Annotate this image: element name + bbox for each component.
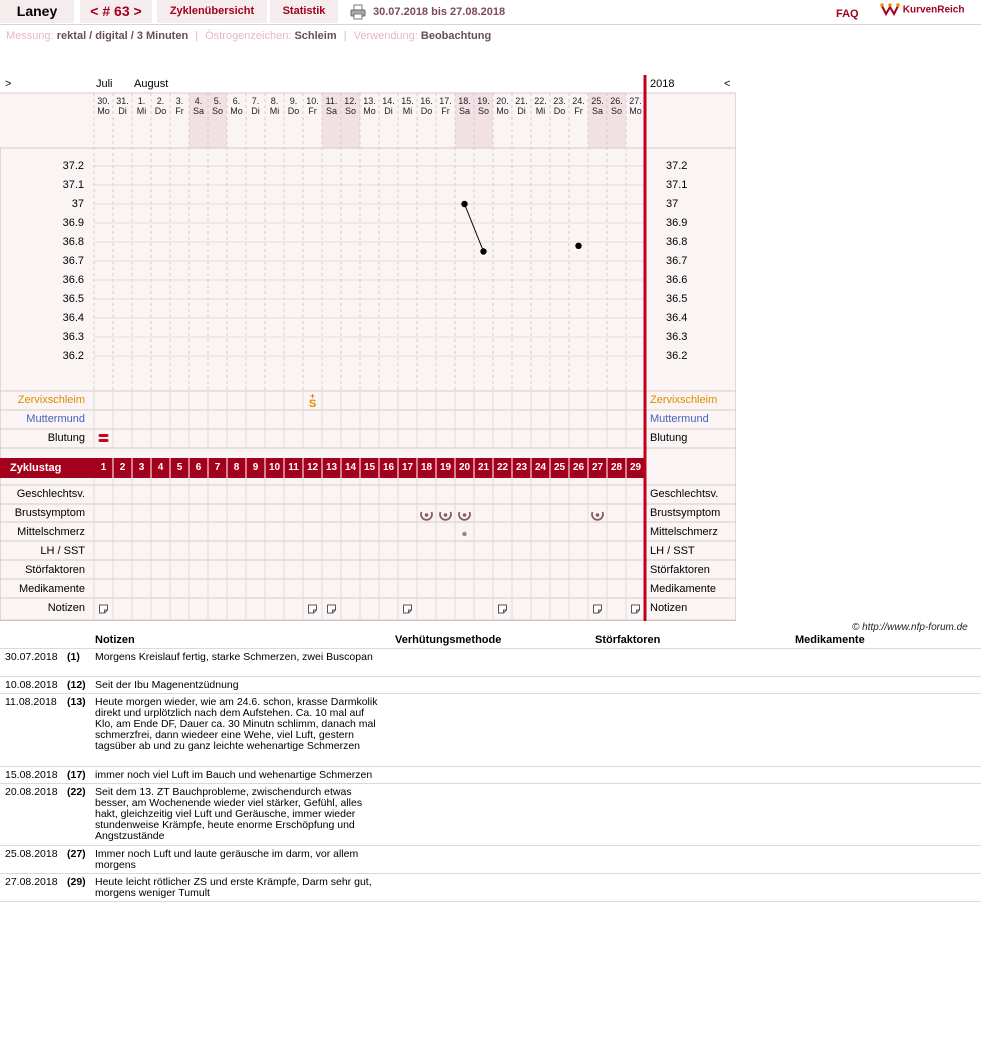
weekday: Fr bbox=[308, 106, 317, 116]
day-number: 15. bbox=[401, 96, 414, 106]
temp-label-right: 36.2 bbox=[666, 350, 688, 362]
row-label-right: Notizen bbox=[650, 602, 688, 614]
note-date: 20.08.2018 bbox=[5, 786, 58, 798]
note-date: 10.08.2018 bbox=[5, 679, 58, 691]
day-number: 18. bbox=[458, 96, 471, 106]
usage-label: Verwendung: bbox=[353, 30, 418, 42]
cycle-day-number: 23 bbox=[515, 462, 528, 473]
mittelschmerz-mark bbox=[462, 532, 466, 536]
breast-symptom-dot bbox=[425, 513, 429, 517]
notes-header: Notizen bbox=[95, 634, 135, 646]
breast-symptom-dot bbox=[463, 513, 467, 517]
weekday: Sa bbox=[458, 106, 470, 116]
zyklustag-label: Zyklustag bbox=[10, 462, 62, 474]
row-label-right: Mittelschmerz bbox=[650, 526, 718, 538]
note-row bbox=[0, 783, 981, 846]
weekday: Sa bbox=[325, 106, 337, 116]
chart-canvas bbox=[0, 75, 736, 621]
cycle-day-number: 11 bbox=[288, 462, 299, 473]
row-label-left: Mittelschmerz bbox=[17, 526, 85, 538]
note-row bbox=[0, 845, 981, 874]
month-label: August bbox=[134, 78, 169, 90]
note-cycle-day: (22) bbox=[67, 786, 86, 798]
cycle-day-number: 6 bbox=[195, 462, 202, 473]
temp-label-left: 36.9 bbox=[62, 217, 84, 229]
note-icon bbox=[594, 605, 602, 613]
temp-label-right: 36.4 bbox=[666, 312, 688, 324]
weekday: Mi bbox=[136, 106, 147, 116]
note-date: 25.08.2018 bbox=[5, 848, 58, 860]
day-number: 26. bbox=[610, 96, 623, 106]
note-text: Morgens Kreislauf fertig, starke Schmerzen, zwei Buscopan bbox=[95, 651, 373, 663]
day-number: 4. bbox=[194, 96, 203, 106]
note-text: Immer noch Luft und laute geräusche im darm, vor allem morgens bbox=[95, 848, 359, 871]
weekday: Do bbox=[420, 106, 433, 116]
row-label-right: Zervixschleim bbox=[650, 394, 718, 406]
note-icon bbox=[499, 605, 507, 613]
weekday: So bbox=[344, 106, 356, 116]
header-left bbox=[0, 93, 94, 148]
logo-text: KurvenReich bbox=[902, 4, 965, 16]
note-date: 30.07.2018 bbox=[5, 651, 58, 663]
day-number: 19. bbox=[477, 96, 490, 106]
breast-symptom-dot bbox=[596, 513, 600, 517]
row-label-left: Notizen bbox=[47, 602, 85, 614]
temp-label-right: 37.2 bbox=[666, 160, 688, 172]
note-icon bbox=[100, 605, 108, 613]
temp-label-left: 36.2 bbox=[62, 350, 84, 362]
day-number: 24. bbox=[572, 96, 585, 106]
weekday: Di bbox=[384, 106, 393, 116]
weekday: Mo bbox=[496, 106, 509, 116]
temp-label-left: 37.1 bbox=[62, 179, 84, 191]
note-row bbox=[0, 766, 981, 784]
cycle-day-number: 20 bbox=[458, 462, 471, 473]
temp-label-left: 36.6 bbox=[62, 274, 84, 286]
weekday: Sa bbox=[192, 106, 204, 116]
day-number: 25. bbox=[591, 96, 604, 106]
day-number: 6. bbox=[232, 96, 241, 106]
temp-label-left: 36.8 bbox=[62, 236, 84, 248]
medication-header: Medikamente bbox=[795, 634, 865, 646]
day-number: 1. bbox=[137, 96, 146, 106]
note-row bbox=[0, 693, 981, 767]
day-number: 3. bbox=[175, 96, 184, 106]
cycle-day-number: 18 bbox=[420, 462, 433, 473]
weekday: Mi bbox=[402, 106, 413, 116]
note-cycle-day: (1) bbox=[67, 651, 80, 663]
copyright: © http://www.nfp-forum.de bbox=[852, 622, 968, 633]
weekday: Di bbox=[118, 106, 127, 116]
weekday: Do bbox=[553, 106, 566, 116]
temp-label-left: 36.3 bbox=[62, 331, 84, 343]
day-number: 5. bbox=[213, 96, 222, 106]
cycle-day-number: 19 bbox=[439, 462, 452, 473]
cycle-day-number: 27 bbox=[591, 462, 604, 473]
temp-label-left: 36.5 bbox=[62, 293, 84, 305]
cycle-day-number: 4 bbox=[157, 462, 164, 473]
note-date: 27.08.2018 bbox=[5, 876, 58, 888]
row-label-right: Störfaktoren bbox=[650, 564, 710, 576]
weekday: Di bbox=[517, 106, 526, 116]
cycle-day-number: 21 bbox=[477, 462, 490, 473]
day-number: 12. bbox=[344, 96, 357, 106]
note-text: Heute leicht rötlicher ZS und erste Krämpfe, Darm sehr gut, morgens weniger Tumult bbox=[95, 876, 372, 899]
temp-label-right: 36.9 bbox=[666, 217, 688, 229]
weekday: Fr bbox=[175, 106, 184, 116]
temp-label-left: 37.2 bbox=[62, 160, 84, 172]
temp-label-right: 36.7 bbox=[666, 255, 688, 267]
temp-label-left: 37 bbox=[71, 198, 84, 210]
date-range: 30.07.2018 bis 27.08.2018 bbox=[373, 6, 506, 18]
note-cycle-day: (29) bbox=[67, 876, 86, 888]
cycle-day-number: 22 bbox=[496, 462, 509, 473]
cervical-mucus-mark: S bbox=[308, 398, 317, 410]
row-label-left: Brustsymptom bbox=[14, 507, 85, 519]
table-end bbox=[0, 901, 981, 902]
faq-link[interactable]: FAQ bbox=[836, 8, 859, 20]
day-number: 23. bbox=[553, 96, 566, 106]
estrogen-value: Schleim bbox=[294, 30, 337, 42]
temp-label-left: 36.7 bbox=[62, 255, 84, 267]
row-label-right: LH / SST bbox=[650, 545, 695, 557]
cycle-day-number: 16 bbox=[382, 462, 395, 473]
cycle-chart bbox=[0, 75, 736, 621]
weekday: Mi bbox=[535, 106, 546, 116]
note-icon bbox=[632, 605, 640, 613]
measurement-info: Messung: rektal / digital / 3 Minuten | Östrogenzeichen: Schleim | Verwendung: Beobachtung bbox=[6, 30, 492, 42]
weekday: Do bbox=[287, 106, 300, 116]
usage-value: Beobachtung bbox=[420, 30, 492, 42]
note-cycle-day: (17) bbox=[67, 769, 86, 781]
row-label-left: Störfaktoren bbox=[25, 564, 85, 576]
weekday: Fr bbox=[574, 106, 583, 116]
nav-previous-button[interactable]: > bbox=[5, 78, 12, 90]
note-icon bbox=[328, 605, 336, 613]
row-label-left: Blutung bbox=[47, 432, 85, 444]
bleeding-mark bbox=[99, 434, 109, 437]
note-cycle-day: (27) bbox=[67, 848, 86, 860]
day-number: 31. bbox=[116, 96, 129, 106]
estrogen-label: Östrogenzeichen: bbox=[205, 30, 292, 42]
cycle-day-number: 7 bbox=[214, 462, 221, 473]
day-number: 17. bbox=[439, 96, 452, 106]
note-row bbox=[0, 676, 981, 694]
row-label-left: Muttermund bbox=[26, 413, 85, 425]
day-number: 13. bbox=[363, 96, 376, 106]
printer-icon[interactable] bbox=[350, 4, 366, 20]
cycle-navigation[interactable]: < # 63 > bbox=[80, 0, 152, 23]
note-row bbox=[0, 648, 981, 677]
day-number: 10. bbox=[306, 96, 319, 106]
note-icon bbox=[404, 605, 412, 613]
disturbances-header: Störfaktoren bbox=[595, 634, 661, 646]
day-number: 9. bbox=[289, 96, 298, 106]
month-label: Juli bbox=[96, 78, 113, 90]
cycle-day-number: 15 bbox=[363, 462, 376, 473]
cycle-day-number: 9 bbox=[252, 462, 259, 473]
measurement-value: rektal / digital / 3 Minuten bbox=[56, 30, 189, 42]
note-date: 11.08.2018 bbox=[5, 696, 57, 708]
temp-label-right: 36.6 bbox=[666, 274, 688, 286]
temp-label-right: 37.1 bbox=[666, 179, 688, 191]
cycle-day-number: 12 bbox=[306, 462, 319, 473]
day-number: 30. bbox=[97, 96, 110, 106]
note-cycle-day: (12) bbox=[67, 679, 86, 691]
weekday: Fr bbox=[441, 106, 450, 116]
note-date: 15.08.2018 bbox=[5, 769, 58, 781]
note-text: Seit der Ibu Magenentzüdnung bbox=[95, 679, 239, 691]
user-name: Laney bbox=[0, 0, 74, 23]
temperature-point bbox=[480, 248, 486, 254]
day-number: 16. bbox=[420, 96, 433, 106]
weekday: Sa bbox=[591, 106, 603, 116]
weekday: Mi bbox=[269, 106, 280, 116]
day-number: 27. bbox=[629, 96, 642, 106]
temp-label-right: 37 bbox=[666, 198, 679, 210]
row-label-right: Geschlechtsv. bbox=[650, 488, 719, 500]
measurement-label: Messung: bbox=[6, 30, 54, 42]
day-number: 7. bbox=[251, 96, 260, 106]
note-row bbox=[0, 873, 981, 902]
day-number: 22. bbox=[534, 96, 547, 106]
day-number: 11. bbox=[325, 96, 338, 106]
kurvenreich-logo[interactable] bbox=[880, 2, 964, 18]
tab-cycle-overview[interactable]: Zyklenübersicht bbox=[157, 0, 267, 23]
weekday: Mo bbox=[97, 106, 110, 116]
weekday: Mo bbox=[363, 106, 376, 116]
cycle-day-number: 24 bbox=[534, 462, 547, 473]
note-text: Heute morgen wieder, wie am 24.6. schon, krasse Darmkolik direkt und urplötzlich nach dem Aufstehen. Ca. 10 mal auf Klo, am Ende DF, Dauer ca. 30 Minutn schlimm, danach mal schmerzfrei, dann wiedeer eine Wehe, viel Luft, gestern tagsüber ab und zu ganz leichte wehenartige Schmerzen bbox=[95, 696, 378, 752]
row-label-left: LH / SST bbox=[40, 545, 85, 557]
contraception-header: Verhütungsmethode bbox=[395, 634, 502, 646]
day-number: 20. bbox=[496, 96, 509, 106]
crown-icon bbox=[880, 2, 900, 18]
cycle-day-number: 28 bbox=[610, 462, 623, 473]
weekday: Do bbox=[154, 106, 167, 116]
day-number: 14. bbox=[382, 96, 395, 106]
note-icon bbox=[309, 605, 317, 613]
weekday: So bbox=[477, 106, 489, 116]
temp-label-left: 36.4 bbox=[62, 312, 84, 324]
cycle-day-number: 14 bbox=[344, 462, 357, 473]
note-text: immer noch viel Luft im Bauch und wehenartige Schmerzen bbox=[95, 769, 373, 781]
weekday: Di bbox=[251, 106, 260, 116]
cycle-day-number: 1 bbox=[100, 462, 107, 473]
day-number: 8. bbox=[270, 96, 279, 106]
row-label-right: Brustsymptom bbox=[650, 507, 721, 519]
day-number: 2. bbox=[156, 96, 165, 106]
year-label: 2018 bbox=[650, 78, 675, 90]
cycle-day-number: 17 bbox=[401, 462, 414, 473]
cycle-day-number: 5 bbox=[176, 462, 183, 473]
nav-next-button[interactable]: < bbox=[724, 78, 731, 90]
cycle-day-number: 8 bbox=[233, 462, 240, 473]
note-cycle-day: (13) bbox=[67, 696, 86, 708]
temp-label-right: 36.3 bbox=[666, 331, 688, 343]
row-label-left: Zervixschleim bbox=[17, 394, 85, 406]
row-label-right: Medikamente bbox=[650, 583, 717, 595]
cycle-day-number: 10 bbox=[268, 462, 281, 473]
note-text: Seit dem 13. ZT Bauchprobleme, zwischendurch etwas besser, am Wochenende wieder viel stärker, Gefühl, alles hakt, gleichzeitig viel Luft und Geräusche, immer wieder stundenweise Krämpfe, heute enorme Erschöpfung und Angstzustände bbox=[95, 786, 363, 842]
temperature-point bbox=[461, 201, 467, 207]
row-label-left: Medikamente bbox=[18, 583, 85, 595]
bleeding-mark bbox=[99, 439, 109, 442]
cycle-day-number: 26 bbox=[572, 462, 585, 473]
temperature-point bbox=[575, 243, 581, 249]
weekday: So bbox=[211, 106, 223, 116]
temp-label-right: 36.8 bbox=[666, 236, 688, 248]
row-label-right: Muttermund bbox=[650, 413, 709, 425]
breast-symptom-dot bbox=[444, 513, 448, 517]
cycle-day-number: 13 bbox=[325, 462, 338, 473]
row-label-right: Blutung bbox=[650, 432, 688, 444]
weekday: So bbox=[610, 106, 622, 116]
cycle-day-number: 3 bbox=[138, 462, 145, 473]
cycle-day-number: 2 bbox=[119, 462, 126, 473]
weekday: Mo bbox=[230, 106, 243, 116]
row-label-left: Geschlechtsv. bbox=[16, 488, 85, 500]
cycle-day-number: 25 bbox=[553, 462, 566, 473]
weekday: Mo bbox=[629, 106, 642, 116]
cycle-day-number: 29 bbox=[629, 462, 642, 473]
tab-statistics[interactable]: Statistik bbox=[270, 0, 338, 23]
day-number: 21. bbox=[515, 96, 528, 106]
temp-label-right: 36.5 bbox=[666, 293, 688, 305]
